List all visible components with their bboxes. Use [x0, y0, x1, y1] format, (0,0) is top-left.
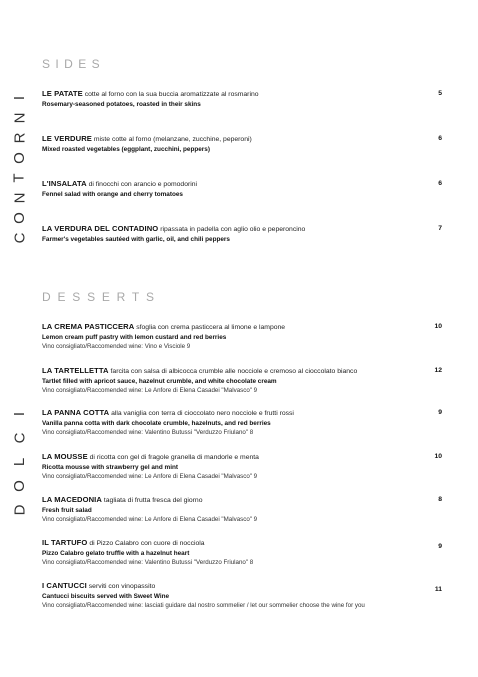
- item-price: 11: [434, 586, 442, 593]
- item-name: I CANTUCCI: [42, 581, 87, 590]
- wine-pairing: Vino consigliato/Raccomended wine: Le Anfore di Elena Casadei "Malvasco" 9: [42, 473, 258, 480]
- item-description: di Pizzo Calabro con cuore di nocciola: [89, 540, 205, 547]
- menu-item: [42, 408, 442, 437]
- item-price: 5: [438, 90, 442, 97]
- item-english: Cantucci biscuits served with Sweet Wine: [42, 593, 170, 600]
- vertical-label-letter: C: [11, 432, 28, 444]
- item-price: 12: [434, 367, 442, 374]
- item-description: serviti con vinopassito: [88, 583, 156, 590]
- vertical-label-letter: N: [11, 192, 28, 204]
- vertical-label-letter: T: [10, 173, 28, 183]
- wine-pairing: Vino consigliato/Raccomended wine: Le Anfore di Elena Casadei "Malvasco" 9: [42, 516, 258, 523]
- dolci-vertical-label: [8, 404, 32, 524]
- menu-item: [42, 89, 442, 109]
- item-name: LA TARTELLETTA: [42, 366, 109, 375]
- item-name: LE PATATE: [42, 89, 83, 98]
- item-description: di ricotta con gel di fragole granella di mandorle e menta: [89, 454, 259, 461]
- item-price: 6: [438, 180, 442, 187]
- wine-pairing: Vino consigliato/Raccomended wine: lasciati guidare dal nostro sommelier / let our sommelier choose the wine for you: [42, 602, 365, 609]
- item-english: Mixed roasted vegetables (eggplant, zucchini, peppers): [42, 146, 210, 153]
- menu-item: [42, 452, 442, 481]
- item-price: 10: [434, 453, 442, 460]
- item-description: cotte al forno con la sua buccia aromatizzate al rosmarino: [84, 91, 259, 98]
- item-description: alla vaniglia con terra di cioccolato nero nocciole e frutti rossi: [111, 410, 294, 417]
- item-english: Tartlet filled with apricot sauce, hazelnut crumble, and white chocolate cream: [42, 378, 277, 385]
- menu-item: [42, 538, 442, 567]
- wine-pairing: Vino consigliato/Raccomended wine: Valentino Butussi "Verduzzo Friulano" 8: [42, 429, 254, 436]
- item-description: tagliata di frutta fresca del giorno: [103, 497, 203, 504]
- vertical-label-letter: C: [11, 232, 28, 244]
- desserts-section-title: DESSERTS: [42, 290, 161, 304]
- item-description: farcita con salsa di albicocca crumble alle nocciole e cremoso al cioccolato bianco: [110, 368, 358, 375]
- item-english: Ricotta mousse with strawberry gel and mint: [42, 464, 179, 471]
- item-english: Farmer's vegetables sautéed with garlic, oil, and chili peppers: [42, 236, 230, 243]
- vertical-label-letter: O: [10, 212, 28, 224]
- item-description: sfoglia con crema pasticcera al limone e lampone: [136, 324, 286, 331]
- vertical-label-letter: I: [10, 95, 28, 101]
- menu-item: [42, 495, 442, 524]
- contorni-vertical-label: [8, 88, 32, 248]
- item-description: ripassata in padella con aglio olio e peperoncino: [160, 226, 306, 233]
- menu-item: [42, 224, 442, 244]
- item-name: LA VERDURA DEL CONTADINO: [42, 224, 159, 233]
- item-english: Fennel salad with orange and cherry tomatoes: [42, 191, 183, 198]
- wine-pairing: Vino consigliato/Raccomended wine: Le Anfore di Elena Casadei "Malvasco" 9: [42, 387, 258, 394]
- vertical-label-letter: L: [11, 457, 28, 467]
- item-english: Pizzo Calabro gelato truffle with a hazelnut heart: [42, 550, 190, 557]
- item-name: L'INSALATA: [42, 179, 87, 188]
- menu-item: [42, 366, 442, 395]
- wine-pairing: Vino consigliato/Raccomended wine: Vino e Visciole 9: [42, 343, 191, 350]
- wine-pairing: Vino consigliato/Raccomended wine: Valentino Butussi "Verduzzo Friulano" 8: [42, 559, 254, 566]
- menu-item: [42, 179, 442, 199]
- item-english: Fresh fruit salad: [42, 507, 92, 514]
- item-english: Rosemary-seasoned potatoes, roasted in their skins: [42, 101, 201, 108]
- item-price: 7: [438, 225, 442, 232]
- vertical-label-letter: O: [10, 152, 28, 164]
- item-price: 9: [438, 409, 442, 416]
- menu-item: [42, 581, 442, 610]
- item-description: miste cotte al forno (melanzane, zucchine, peperoni): [93, 136, 252, 143]
- item-price: 10: [434, 323, 442, 330]
- menu-item: [42, 322, 442, 351]
- item-name: LA MOUSSE: [42, 452, 88, 461]
- item-name: LA CREMA PASTICCERA: [42, 322, 135, 331]
- item-english: Lemon cream puff pastry with lemon custard and red berries: [42, 334, 227, 341]
- sides-section-title: SIDES: [42, 57, 106, 71]
- item-name: LE VERDURE: [42, 134, 92, 143]
- menu-item: [42, 134, 442, 154]
- item-name: IL TARTUFO: [42, 538, 88, 547]
- vertical-label-letter: I: [10, 411, 28, 417]
- item-price: 9: [438, 543, 442, 550]
- item-description: di finocchi con arancio e pomodorini: [88, 181, 198, 188]
- item-name: LA MACEDONIA: [42, 495, 102, 504]
- item-name: LA PANNA COTTA: [42, 408, 110, 417]
- vertical-label-letter: R: [11, 132, 28, 144]
- item-english: Vanilla panna cotta with dark chocolate crumble, hazelnuts, and red berries: [42, 420, 271, 427]
- vertical-label-letter: N: [11, 112, 28, 124]
- item-price: 8: [438, 496, 442, 503]
- vertical-label-letter: D: [11, 504, 28, 516]
- vertical-label-letter: O: [10, 480, 28, 492]
- item-price: 6: [438, 135, 442, 142]
